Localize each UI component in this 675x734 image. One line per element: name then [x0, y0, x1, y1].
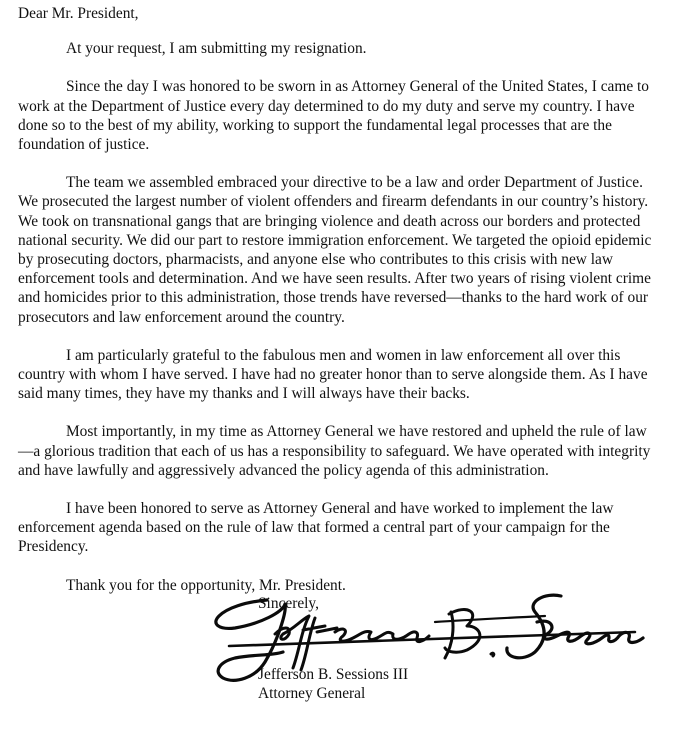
- paragraph-rule-of-law: Most importantly, in my time as Attorney General we have restored and upheld the rule of law—a glorious tradition that each of us has a responsibility to safeguard. We have operated with integrity and have lawfully and aggressively advanced the policy agenda of this administration.: [18, 423, 651, 479]
- signer-title: Attorney General: [258, 685, 366, 702]
- handwritten-signature: [205, 582, 655, 692]
- paragraph-law-enforcement-thanks: I am particularly grateful to the fabulous men and women in law enforcement all over this country with whom I have served. I have had no greater honor than to serve alongside them. As I have said many times, they have my thanks and I will always have their backs.: [18, 346, 648, 403]
- paragraph-thank-you: Thank you for the opportunity, Mr. President.: [66, 576, 346, 594]
- signer-name: Jefferson B. Sessions III: [258, 666, 409, 683]
- letter-body: [18, 4, 660, 614]
- paragraph-accomplishments: The team we assembled embraced your directive to be a law and order Department of Justice. We prosecuted the largest number of violent offenders and firearm defendants in our country’s history. We took on transnational gangs that are bringing violence and death across our borders and protected national security. We did our part to restore immigration enforcement. We targeted the opioid epidemic by prosecuting doctors, pharmacists, and anyone else who contributes to this crisis with new law enforcement tools and determination. And we have seen results. After two years of rising violent crime and homicides prior to this administration, those trends have reversed—thanks to the hard work of our prosecutors and law enforcement around the country.: [18, 174, 652, 326]
- paragraph-resignation: At your request, I am submitting my resignation.: [66, 40, 367, 58]
- paragraph-service: Since the day I was honored to be sworn in as Attorney General of the United States, I came to work at the Department of Justice every day determined to do my duty and serve my country. I have done so to the best of my ability, working to support the fundamental legal processes that are the foundation of justice.: [18, 78, 649, 154]
- paragraph-honored: I have been honored to serve as Attorney General and have worked to implement the law enforcement agenda based on the rule of law that formed a central part of your campaign for the Presidency.: [18, 500, 614, 556]
- closing-sincerely: Sincerely,: [258, 595, 319, 612]
- salutation: Dear Mr. President,: [18, 5, 139, 22]
